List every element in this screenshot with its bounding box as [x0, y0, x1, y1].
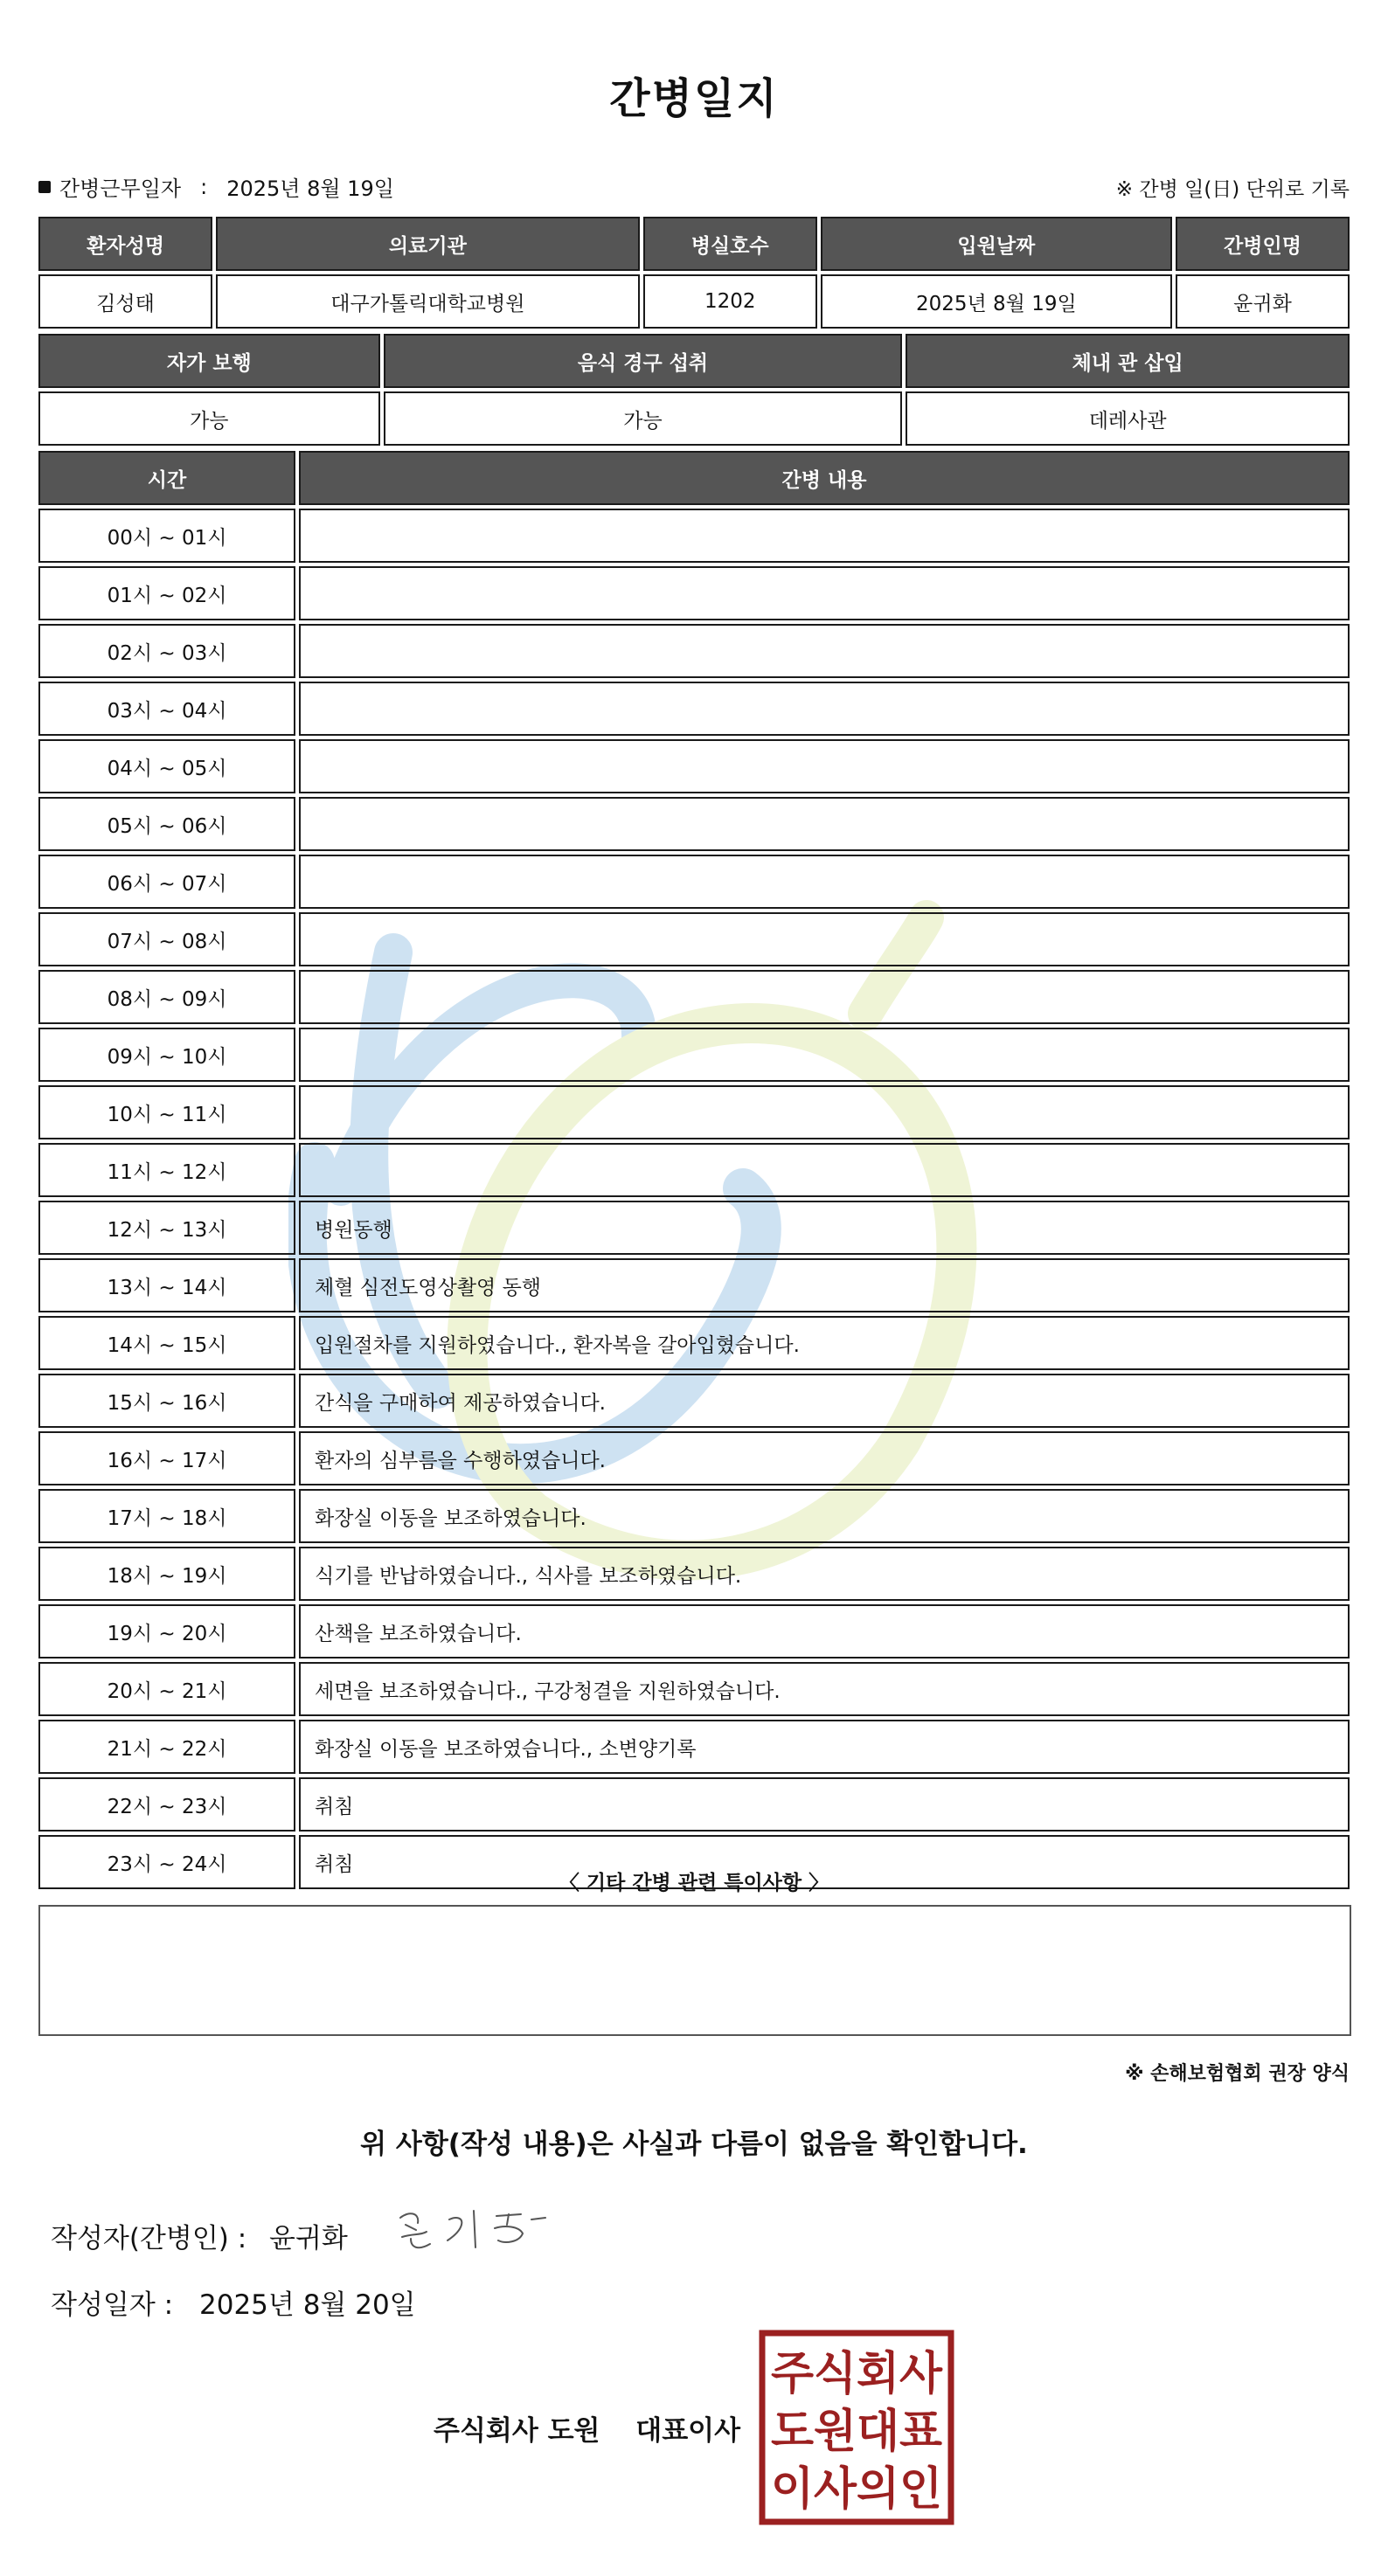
- status-header: 체내 관 삽입: [906, 334, 1350, 388]
- walking-status: 가능: [38, 391, 380, 446]
- log-content: [299, 1085, 1350, 1139]
- writer-label: 작성자(간병인) :: [51, 2223, 247, 2254]
- company-name: 주식회사 도원: [434, 2415, 600, 2447]
- log-content: 취침: [299, 1777, 1350, 1832]
- log-row: [38, 970, 1350, 1024]
- log-time: 21시 ~ 22시: [38, 1720, 295, 1774]
- company-signoff: [434, 2408, 740, 2448]
- log-time: 04시 ~ 05시: [38, 739, 295, 793]
- log-time: 06시 ~ 07시: [38, 855, 295, 909]
- company-seal-icon: [759, 2330, 954, 2525]
- seal-line: 도원대표: [771, 2406, 942, 2458]
- log-time: 08시 ~ 09시: [38, 970, 295, 1024]
- log-row: [38, 1777, 1350, 1832]
- written-date-row: [51, 2282, 416, 2322]
- log-time: 11시 ~ 12시: [38, 1143, 295, 1197]
- oral-intake-status: 가능: [384, 391, 903, 446]
- log-time: 17시 ~ 18시: [38, 1489, 295, 1543]
- signature-icon: [392, 2199, 549, 2260]
- caregiver-name: 윤귀화: [1176, 274, 1350, 329]
- log-time: 05시 ~ 06시: [38, 797, 295, 851]
- log-content: 입원절차를 지원하였습니다., 환자복을 갈아입혔습니다.: [299, 1316, 1350, 1370]
- log-row: [38, 1489, 1350, 1543]
- log-row: [38, 1085, 1350, 1139]
- remarks-box: [38, 1905, 1351, 2036]
- log-time: 19시 ~ 20시: [38, 1604, 295, 1658]
- remarks-title: 〈 기타 간병 관련 특이사항 〉: [559, 1872, 829, 1894]
- log-time: 15시 ~ 16시: [38, 1374, 295, 1428]
- log-row: [38, 566, 1350, 620]
- hospital-name: 대구가톨릭대학교병원: [216, 274, 640, 329]
- info-header: 간병인명: [1176, 217, 1350, 271]
- patient-info-table: [35, 213, 1353, 332]
- log-content: [299, 855, 1350, 909]
- patient-status-table: [35, 330, 1353, 449]
- status-header: 음식 경구 섭취: [384, 334, 903, 388]
- seal-line: 주식회사: [771, 2348, 943, 2400]
- log-row: [38, 1720, 1350, 1774]
- log-row: [38, 739, 1350, 793]
- log-time: 12시 ~ 13시: [38, 1201, 295, 1255]
- tube-insertion-status: 데레사관: [906, 391, 1350, 446]
- log-content: 체혈 심전도영상촬영 동행: [299, 1258, 1350, 1312]
- log-content: [299, 1028, 1350, 1082]
- log-row: [38, 1547, 1350, 1601]
- work-date: [38, 171, 394, 202]
- log-header-time: 시간: [38, 451, 295, 505]
- log-row: [38, 912, 1350, 966]
- log-time: 00시 ~ 01시: [38, 509, 295, 563]
- log-body: [38, 509, 1350, 1889]
- log-content: 식기를 반납하였습니다., 식사를 보조하였습니다.: [299, 1547, 1350, 1601]
- log-time: 02시 ~ 03시: [38, 624, 295, 678]
- work-date-separator: :: [200, 174, 208, 199]
- log-time: 09시 ~ 10시: [38, 1028, 295, 1082]
- info-header: 병실호수: [643, 217, 817, 271]
- writer-name: 윤귀화: [269, 2223, 348, 2254]
- log-time: 01시 ~ 02시: [38, 566, 295, 620]
- log-time: 10시 ~ 11시: [38, 1085, 295, 1139]
- writer-row: [51, 2216, 348, 2255]
- log-content: 화장실 이동을 보조하였습니다., 소변양기록: [299, 1720, 1350, 1774]
- log-content: [299, 912, 1350, 966]
- log-time: 23시 ~ 24시: [38, 1835, 295, 1889]
- log-content: 취침: [299, 1835, 1350, 1889]
- log-row: [38, 797, 1350, 851]
- info-header: 의료기관: [216, 217, 640, 271]
- log-row: [38, 1431, 1350, 1485]
- form-note: ※ 손해보험협회 권장 양식: [1125, 2063, 1350, 2085]
- log-content: [299, 970, 1350, 1024]
- log-time: 03시 ~ 04시: [38, 682, 295, 736]
- log-content: 병원동행: [299, 1201, 1350, 1255]
- work-date-label: 간병근무일자: [59, 177, 182, 201]
- log-time: 16시 ~ 17시: [38, 1431, 295, 1485]
- log-time: 07시 ~ 08시: [38, 912, 295, 966]
- log-header-content: 간병 내용: [299, 451, 1350, 505]
- log-content: [299, 797, 1350, 851]
- log-row: [38, 1316, 1350, 1370]
- log-time: 20시 ~ 21시: [38, 1662, 295, 1716]
- unit-note: ※ 간병 일(日) 단위로 기록: [1115, 178, 1350, 201]
- status-header: 자가 보행: [38, 334, 380, 388]
- log-content: [299, 1143, 1350, 1197]
- info-header: 입원날짜: [821, 217, 1172, 271]
- log-content: [299, 624, 1350, 678]
- log-time: 13시 ~ 14시: [38, 1258, 295, 1312]
- log-content: 환자의 심부름을 수행하였습니다.: [299, 1431, 1350, 1485]
- room-number: 1202: [643, 274, 817, 329]
- page-title: 간병일지: [609, 74, 779, 123]
- info-header: 환자성명: [38, 217, 212, 271]
- log-content: [299, 566, 1350, 620]
- log-time: 18시 ~ 19시: [38, 1547, 295, 1601]
- work-date-value: 2025년 8월 19일: [226, 177, 394, 201]
- admission-date: 2025년 8월 19일: [821, 274, 1172, 329]
- log-row: [38, 1374, 1350, 1428]
- log-content: 세면을 보조하였습니다., 구강청결을 지원하였습니다.: [299, 1662, 1350, 1716]
- log-content: [299, 739, 1350, 793]
- confirmation-statement: 위 사항(작성 내용)은 사실과 다름이 없음을 확인합니다.: [360, 2129, 1028, 2160]
- log-row: [38, 1201, 1350, 1255]
- log-row: [38, 1662, 1350, 1716]
- seal-line: 이사의인: [771, 2463, 942, 2516]
- log-row: [38, 1258, 1350, 1312]
- log-content: [299, 682, 1350, 736]
- log-row: [38, 1604, 1350, 1658]
- log-row: [38, 682, 1350, 736]
- log-row: [38, 1028, 1350, 1082]
- log-row: [38, 509, 1350, 563]
- bullet-square-icon: [38, 181, 51, 193]
- log-content: 간식을 구매하여 제공하였습니다.: [299, 1374, 1350, 1428]
- written-date-label: 작성일자 :: [51, 2289, 174, 2321]
- log-row: [38, 624, 1350, 678]
- log-content: 화장실 이동을 보조하였습니다.: [299, 1489, 1350, 1543]
- written-date-value: 2025년 8월 20일: [199, 2289, 416, 2321]
- patient-name: 김성태: [38, 274, 212, 329]
- hourly-care-log-table: [35, 447, 1353, 1893]
- log-row: [38, 1143, 1350, 1197]
- log-content: [299, 509, 1350, 563]
- log-time: 22시 ~ 23시: [38, 1777, 295, 1832]
- log-content: 산책을 보조하였습니다.: [299, 1604, 1350, 1658]
- log-time: 14시 ~ 15시: [38, 1316, 295, 1370]
- ceo-title: 대표이사: [635, 2415, 741, 2447]
- log-row: [38, 855, 1350, 909]
